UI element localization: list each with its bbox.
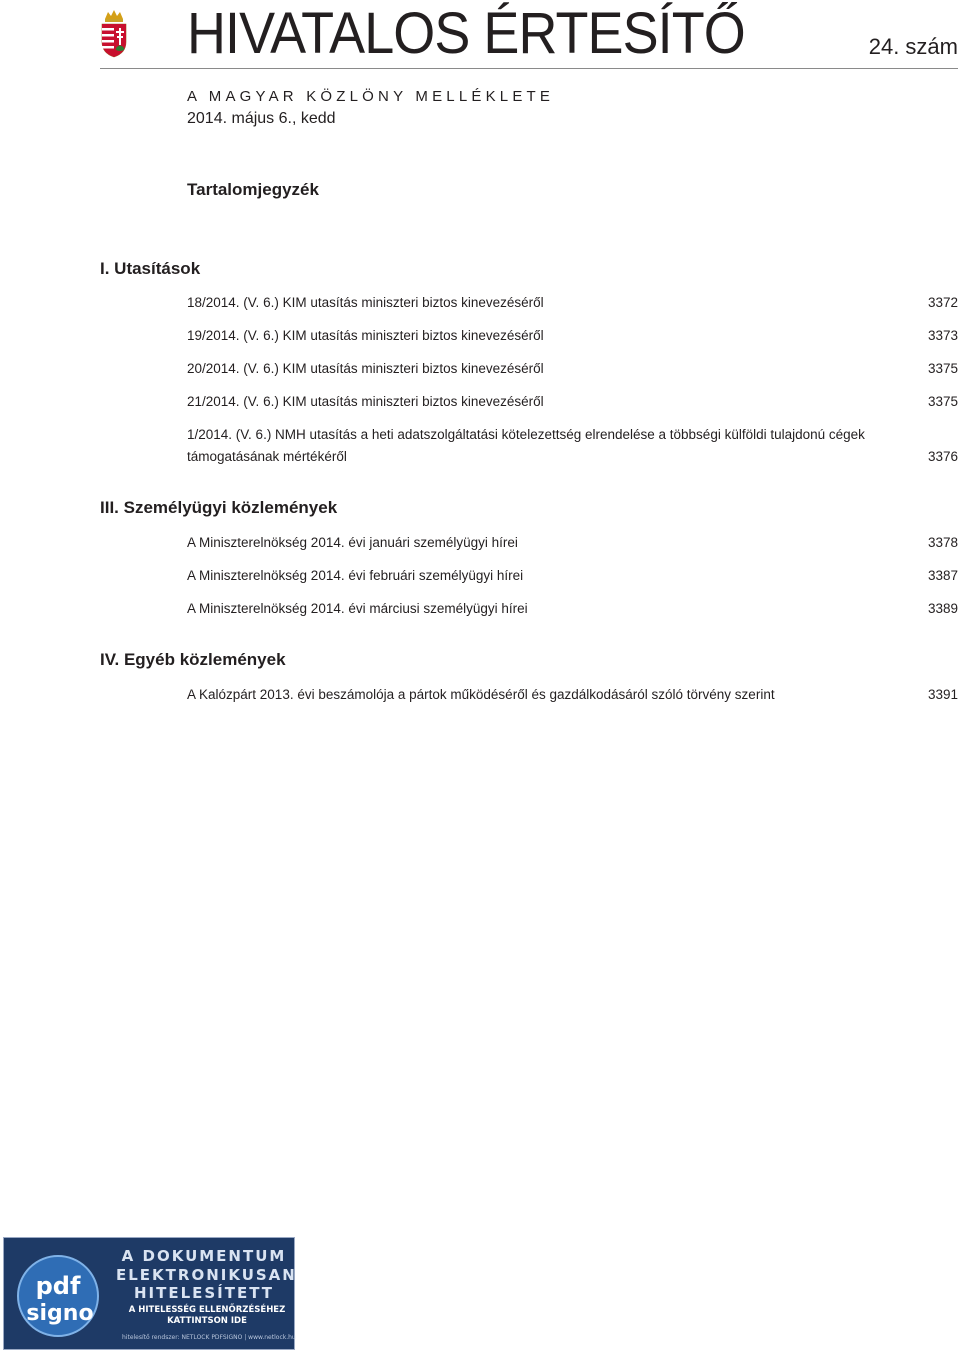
toc-entry-text: 18/2014. (V. 6.) KIM utasítás miniszteri biztos kinevezéséről xyxy=(187,295,544,310)
publication-date: 2014. május 6., kedd xyxy=(187,110,336,127)
issue-number: 24. szám xyxy=(868,34,958,59)
toc-entry[interactable] xyxy=(187,565,958,587)
toc-entry[interactable] xyxy=(187,292,958,314)
badge-footer: hitelesítő rendszer: NETLOCK PDFSIGNO | www.netlock.hu xyxy=(122,1334,296,1341)
section-title: I. Utasítások xyxy=(100,259,201,278)
toc-entry-text: 20/2014. (V. 6.) KIM utasítás miniszteri biztos kinevezéséről xyxy=(187,361,544,376)
toc-entry-text: 21/2014. (V. 6.) KIM utasítás miniszteri biztos kinevezéséről xyxy=(187,394,544,409)
badge-line-1: A DOKUMENTUM xyxy=(121,1247,287,1265)
toc-entry-page: 3387 xyxy=(927,568,958,583)
toc-entry[interactable] xyxy=(187,391,958,413)
badge-cta-line-1: A HITELESSÉG ELLENŐRZÉSÉHEZ xyxy=(128,1305,286,1315)
toc-entry-page: 3376 xyxy=(927,449,958,464)
badge-cta-line-2: KATTINTSON IDE xyxy=(167,1316,247,1326)
svg-text:pdf: pdf xyxy=(35,1272,81,1300)
svg-text:signo: signo xyxy=(26,1301,94,1326)
section-title: IV. Egyéb közlemények xyxy=(100,650,286,669)
toc-entry-text: A Kalózpárt 2013. évi beszámolója a pártok működéséről és gazdálkodásáról szóló törvény szerint xyxy=(187,687,775,702)
toc-entry-page: 3375 xyxy=(927,394,958,409)
toc-entry-page: 3378 xyxy=(927,535,958,550)
badge-verify-link[interactable] xyxy=(122,1305,292,1327)
toc-entry[interactable] xyxy=(187,598,958,620)
toc-entry-text: 1/2014. (V. 6.) NMH utasítás a heti adatszolgáltatási kötelezettség elrendelése a többségi külföldi tulajdonú cégek támogatásának mértékéről xyxy=(187,427,865,464)
toc-entry[interactable] xyxy=(187,325,958,347)
badge-line-3: HITELESÍTETT xyxy=(133,1284,275,1302)
toc-entry-page: 3391 xyxy=(927,687,958,702)
publication-subtitle: A MAGYAR KÖZLÖNY MELLÉKLETE xyxy=(187,88,555,105)
toc-entry-text: A Miniszterelnökség 2014. évi februári személyügyi hírei xyxy=(187,568,524,583)
pdfsigno-logo-icon xyxy=(8,1252,112,1338)
toc-entry-page: 3372 xyxy=(927,295,958,310)
toc-heading: Tartalomjegyzék xyxy=(187,180,319,199)
toc-entry[interactable] xyxy=(187,424,958,468)
toc-entry[interactable] xyxy=(187,532,958,554)
toc-entry-text: 19/2014. (V. 6.) KIM utasítás miniszteri biztos kinevezéséről xyxy=(187,328,544,343)
toc-entry-page: 3375 xyxy=(927,361,958,376)
pdfsigno-authentication-badge[interactable] xyxy=(3,1237,295,1350)
hungarian-coat-of-arms-icon xyxy=(99,8,129,58)
toc-entry[interactable] xyxy=(187,358,958,380)
toc-entry[interactable] xyxy=(187,684,958,706)
publication-title: HIVATALOS ÉRTESÍTŐ xyxy=(187,1,745,66)
toc-entry-page: 3373 xyxy=(927,328,958,343)
toc-entry-text: A Miniszterelnökség 2014. évi januári személyügyi hírei xyxy=(187,535,518,550)
header-divider xyxy=(100,68,958,69)
badge-line-2: ELEKTRONIKUSAN xyxy=(116,1266,297,1284)
toc-entry-text: A Miniszterelnökség 2014. évi márciusi személyügyi hírei xyxy=(187,601,528,616)
section-title: III. Személyügyi közlemények xyxy=(100,498,338,517)
toc-entry-page: 3389 xyxy=(927,601,958,616)
